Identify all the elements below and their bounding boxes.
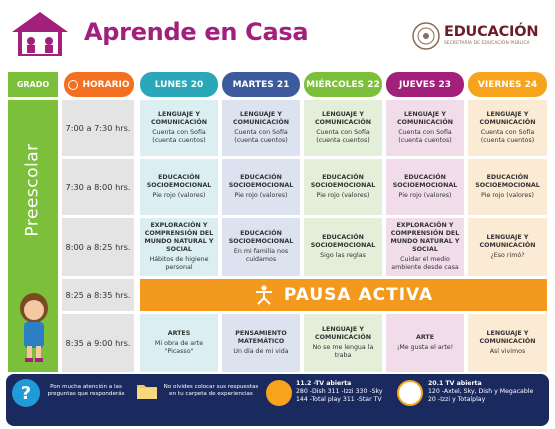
cell-topic: ¿Eso rimó? <box>490 251 525 259</box>
cell-subject: EDUCACIÓN SOCIOEMOCIONAL <box>310 234 376 250</box>
cell-subject: LENGUAJE Y COMUNICACIÓN <box>232 111 290 127</box>
tv2-title: 20.1 TV abierta <box>428 380 482 387</box>
cell-subject: LENGUAJE Y COMUNICACIÓN <box>479 111 536 127</box>
cell-topic: Pie rojo (valores) <box>234 191 288 199</box>
cell-topic: Cuenta con Sofía (cuenta cuentos) <box>398 129 452 144</box>
page-title: Aprende en Casa <box>84 18 309 46</box>
tv-channels-20 <box>428 380 546 403</box>
pausa-activa-banner <box>140 279 547 311</box>
cell-subject: LENGUAJE Y COMUNICACIÓN <box>314 111 372 127</box>
column-martes: MARTES 21 <box>222 72 300 97</box>
cell-subject: EXPLORACIÓN Y COMPRENSIÓN DEL MUNDO NATURAL Y SOCIAL <box>144 222 214 253</box>
cell-topic: Así vivimos <box>489 347 526 355</box>
cell-martes-row2 <box>222 159 300 215</box>
cell-topic: Cuenta con Sofía (cuenta cuentos) <box>234 129 288 144</box>
cell-topic: Sigo las reglas <box>320 251 366 259</box>
cell-viernes-row2 <box>468 159 547 215</box>
cell-topic: Pie rojo (valores) <box>398 191 452 199</box>
time-slot-3: 8:00 a 8:25 hrs. <box>62 218 134 276</box>
cell-subject: EDUCACIÓN SOCIOEMOCIONAL <box>310 174 376 190</box>
cell-subject: PENSAMIENTO MATEMÁTICO <box>235 330 287 346</box>
pausa-label: PAUSA ACTIVA <box>283 285 434 305</box>
cell-lunes-row5 <box>140 314 218 372</box>
footer-note-folder: No olvides colocar sus respuestas en tu carpeta de experiencias <box>163 384 259 398</box>
time-slot-1: 7:00 a 7:30 hrs. <box>62 100 134 156</box>
footer-note-questions: Pon mucha atención a las preguntas que responderás <box>47 384 125 398</box>
cell-viernes-row3 <box>468 218 547 276</box>
tv-channel-11-icon <box>266 380 292 406</box>
column-lunes: LUNES 20 <box>140 72 218 97</box>
grade-label: Preescolar <box>23 143 44 237</box>
exercise-person-icon <box>254 285 274 305</box>
cell-topic: Cuidar el medio ambiente desde casa <box>391 255 459 271</box>
cell-subject: EDUCACIÓN SOCIOEMOCIONAL <box>475 174 540 190</box>
header <box>0 0 555 68</box>
cell-miercoles-row3 <box>304 218 382 276</box>
cell-lunes-row3 <box>140 218 218 276</box>
cell-viernes-row1 <box>468 100 547 156</box>
cell-subject: EDUCACIÓN SOCIOEMOCIONAL <box>228 230 294 246</box>
time-slot-4: 8:25 a 8:35 hrs. <box>62 279 134 311</box>
column-miercoles: MIÉRCOLES 22 <box>304 72 382 97</box>
tv2-line1: 120 -Axtel, Sky, Dish y Megacable <box>428 387 534 395</box>
cell-topic: Mi obra de arte "Picasso" <box>154 340 204 355</box>
cell-subject: LENGUAJE Y COMUNICACIÓN <box>396 111 454 127</box>
cell-viernes-row5 <box>468 314 547 372</box>
cell-martes-row3 <box>222 218 300 276</box>
cell-jueves-row1 <box>386 100 464 156</box>
sep-subtitle: SECRETARÍA DE EDUCACIÓN PÚBLICA <box>444 41 530 46</box>
tv1-line1: 280 -Dish 311 -Izzi 330 -Sky <box>296 387 383 395</box>
cell-topic: Cuenta con Sofía (cuenta cuentos) <box>480 129 535 144</box>
question-icon: ? <box>12 379 40 407</box>
column-jueves: JUEVES 23 <box>386 72 464 97</box>
cell-jueves-row5 <box>386 314 464 372</box>
cell-topic: ¡Me gusta el arte! <box>396 344 454 351</box>
cell-topic: Un día de mi vida <box>233 347 289 355</box>
cell-subject: LENGUAJE Y COMUNICACIÓN <box>479 234 536 250</box>
time-slot-5: 8:35 a 9:00 hrs. <box>62 314 134 372</box>
cell-miercoles-row2 <box>304 159 382 215</box>
cell-subject: ARTE <box>415 334 435 342</box>
cell-subject: ARTES <box>167 330 191 338</box>
cell-topic: Cuenta con Sofía (cuenta cuentos) <box>152 129 206 144</box>
sep-title: EDUCACIÓN <box>444 24 539 40</box>
cell-jueves-row2 <box>386 159 464 215</box>
cell-subject: EDUCACIÓN SOCIOEMOCIONAL <box>146 174 212 190</box>
column-grado: GRADO <box>8 72 58 97</box>
cell-topic: Hábitos de higiene personal <box>149 255 209 271</box>
cell-miercoles-row1 <box>304 100 382 156</box>
cell-topic: Pie rojo (valores) <box>481 191 534 199</box>
cell-subject: EDUCACIÓN SOCIOEMOCIONAL <box>228 174 294 190</box>
cell-topic: No se me lengua la traba <box>312 344 374 359</box>
cell-subject: EXPLORACIÓN Y COMPRENSIÓN DEL MUNDO NATURAL Y SOCIAL <box>390 222 460 253</box>
tv1-line2: 144 -Total play 311 -Star TV <box>296 395 382 403</box>
cell-subject: LENGUAJE Y COMUNICACIÓN <box>150 111 208 127</box>
cell-topic: Pie rojo (valores) <box>316 191 370 199</box>
sep-brand <box>444 24 538 46</box>
sep-seal-icon <box>412 22 440 50</box>
cell-martes-row5 <box>222 314 300 372</box>
cell-jueves-row3 <box>386 218 464 276</box>
cell-topic: Pie rojo (valores) <box>152 191 206 199</box>
girl-illustration-icon <box>14 290 54 364</box>
cell-martes-row1 <box>222 100 300 156</box>
cell-lunes-row2 <box>140 159 218 215</box>
time-slot-2: 7:30 a 8:00 hrs. <box>62 159 134 215</box>
clock-icon <box>68 80 78 90</box>
tv2-line2: 20 -Izzi y Totalplay <box>428 395 486 403</box>
horario-label: HORARIO <box>82 79 130 90</box>
tv-channels-11 <box>296 380 394 403</box>
tv1-title: 11.2 -TV abierta <box>296 380 352 387</box>
cell-lunes-row1 <box>140 100 218 156</box>
cell-subject: LENGUAJE Y COMUNICACIÓN <box>479 330 536 346</box>
cell-subject: EDUCACIÓN SOCIOEMOCIONAL <box>392 174 458 190</box>
cell-topic: Cuenta con Sofía (cuenta cuentos) <box>316 129 370 144</box>
tv-channel-20-icon <box>397 380 423 406</box>
cell-subject: LENGUAJE Y COMUNICACIÓN <box>314 326 372 342</box>
house-logo-icon <box>10 10 70 58</box>
cell-topic: En mi familia nos cuidamos <box>233 248 289 263</box>
column-viernes: VIERNES 24 <box>468 72 547 97</box>
column-horario <box>64 72 134 97</box>
folder-icon <box>136 382 158 400</box>
cell-miercoles-row5 <box>304 314 382 372</box>
